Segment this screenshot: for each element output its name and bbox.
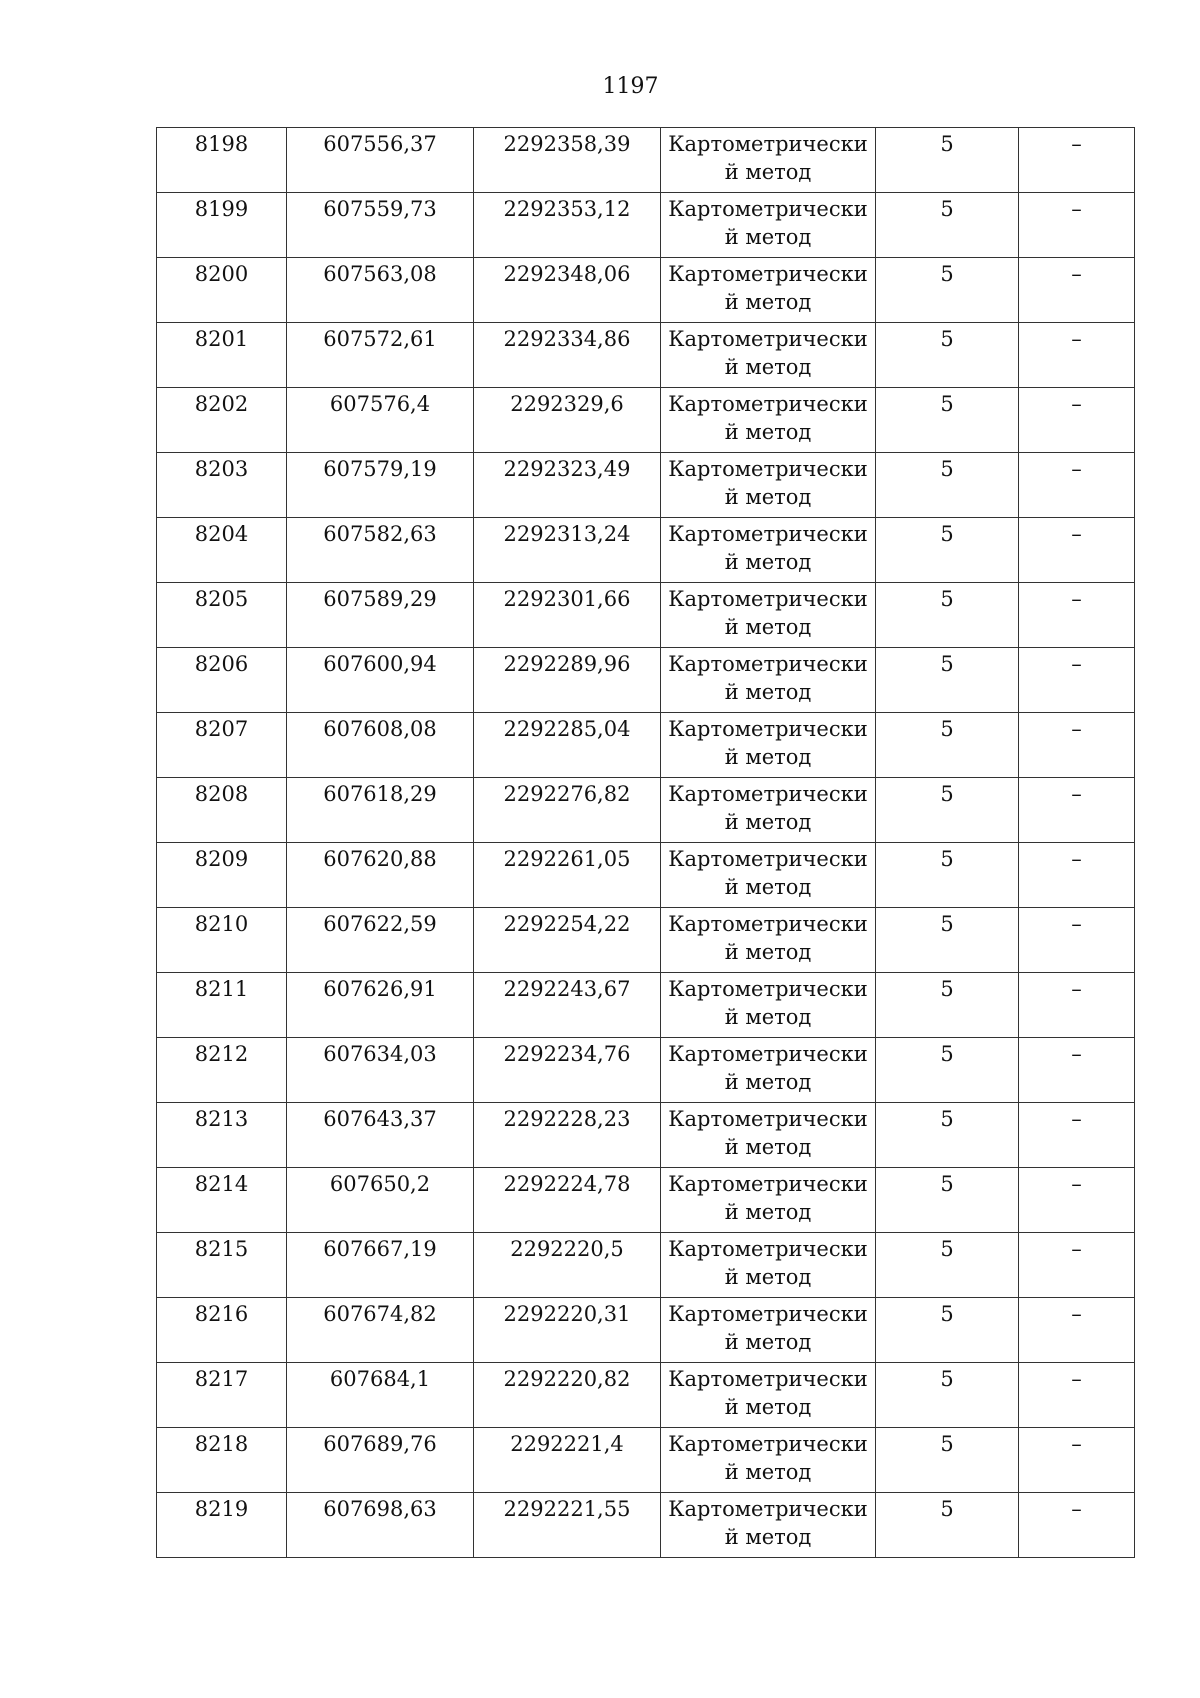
point-number-cell: 8219	[157, 1493, 287, 1558]
table-row	[157, 518, 1135, 583]
point-number-cell: 8204	[157, 518, 287, 583]
note-cell: –	[1019, 258, 1135, 323]
point-number-cell: 8213	[157, 1103, 287, 1168]
y-coordinate-cell: 2292220,5	[474, 1233, 661, 1298]
y-coordinate-cell: 2292353,12	[474, 193, 661, 258]
point-number-cell: 8211	[157, 973, 287, 1038]
coordinates-table-body	[157, 128, 1135, 1558]
note-cell: –	[1019, 453, 1135, 518]
note-cell: –	[1019, 1363, 1135, 1428]
method-cell: Картометрический метод	[661, 778, 876, 843]
method-cell: Картометрический метод	[661, 1038, 876, 1103]
point-number-cell: 8198	[157, 128, 287, 193]
accuracy-cell: 5	[876, 1168, 1019, 1233]
x-coordinate-cell: 607579,19	[287, 453, 474, 518]
accuracy-cell: 5	[876, 258, 1019, 323]
accuracy-cell: 5	[876, 648, 1019, 713]
note-cell: –	[1019, 648, 1135, 713]
y-coordinate-cell: 2292221,4	[474, 1428, 661, 1493]
table-row	[157, 1363, 1135, 1428]
note-cell: –	[1019, 1428, 1135, 1493]
table-row	[157, 713, 1135, 778]
table-row	[157, 128, 1135, 193]
method-cell: Картометрический метод	[661, 713, 876, 778]
x-coordinate-cell: 607667,19	[287, 1233, 474, 1298]
accuracy-cell: 5	[876, 713, 1019, 778]
x-coordinate-cell: 607618,29	[287, 778, 474, 843]
note-cell: –	[1019, 908, 1135, 973]
method-cell: Картометрический метод	[661, 453, 876, 518]
y-coordinate-cell: 2292220,82	[474, 1363, 661, 1428]
note-cell: –	[1019, 843, 1135, 908]
x-coordinate-cell: 607589,29	[287, 583, 474, 648]
method-cell: Картометрический метод	[661, 908, 876, 973]
x-coordinate-cell: 607650,2	[287, 1168, 474, 1233]
y-coordinate-cell: 2292329,6	[474, 388, 661, 453]
method-cell: Картометрический метод	[661, 1103, 876, 1168]
method-cell: Картометрический метод	[661, 518, 876, 583]
accuracy-cell: 5	[876, 453, 1019, 518]
note-cell: –	[1019, 1493, 1135, 1558]
point-number-cell: 8202	[157, 388, 287, 453]
method-cell: Картометрический метод	[661, 1493, 876, 1558]
table-row	[157, 1493, 1135, 1558]
x-coordinate-cell: 607563,08	[287, 258, 474, 323]
point-number-cell: 8199	[157, 193, 287, 258]
note-cell: –	[1019, 128, 1135, 193]
accuracy-cell: 5	[876, 1428, 1019, 1493]
x-coordinate-cell: 607698,63	[287, 1493, 474, 1558]
y-coordinate-cell: 2292358,39	[474, 128, 661, 193]
y-coordinate-cell: 2292224,78	[474, 1168, 661, 1233]
accuracy-cell: 5	[876, 1493, 1019, 1558]
note-cell: –	[1019, 388, 1135, 453]
accuracy-cell: 5	[876, 973, 1019, 1038]
note-cell: –	[1019, 713, 1135, 778]
table-row	[157, 1103, 1135, 1168]
table-row	[157, 193, 1135, 258]
method-cell: Картометрический метод	[661, 1363, 876, 1428]
table-row	[157, 843, 1135, 908]
table-row	[157, 583, 1135, 648]
y-coordinate-cell: 2292289,96	[474, 648, 661, 713]
note-cell: –	[1019, 518, 1135, 583]
point-number-cell: 8214	[157, 1168, 287, 1233]
y-coordinate-cell: 2292243,67	[474, 973, 661, 1038]
method-cell: Картометрический метод	[661, 973, 876, 1038]
x-coordinate-cell: 607582,63	[287, 518, 474, 583]
table-row	[157, 908, 1135, 973]
y-coordinate-cell: 2292220,31	[474, 1298, 661, 1363]
accuracy-cell: 5	[876, 583, 1019, 648]
y-coordinate-cell: 2292348,06	[474, 258, 661, 323]
x-coordinate-cell: 607674,82	[287, 1298, 474, 1363]
coordinates-table	[156, 127, 1135, 1558]
table-row	[157, 1428, 1135, 1493]
accuracy-cell: 5	[876, 1363, 1019, 1428]
accuracy-cell: 5	[876, 128, 1019, 193]
y-coordinate-cell: 2292334,86	[474, 323, 661, 388]
y-coordinate-cell: 2292301,66	[474, 583, 661, 648]
x-coordinate-cell: 607643,37	[287, 1103, 474, 1168]
table-row	[157, 388, 1135, 453]
method-cell: Картометрический метод	[661, 648, 876, 713]
point-number-cell: 8209	[157, 843, 287, 908]
table-row	[157, 648, 1135, 713]
x-coordinate-cell: 607556,37	[287, 128, 474, 193]
table-row	[157, 973, 1135, 1038]
table-row	[157, 778, 1135, 843]
point-number-cell: 8205	[157, 583, 287, 648]
point-number-cell: 8207	[157, 713, 287, 778]
x-coordinate-cell: 607600,94	[287, 648, 474, 713]
y-coordinate-cell: 2292228,23	[474, 1103, 661, 1168]
note-cell: –	[1019, 193, 1135, 258]
method-cell: Картометрический метод	[661, 1233, 876, 1298]
method-cell: Картометрический метод	[661, 843, 876, 908]
note-cell: –	[1019, 1233, 1135, 1298]
table-row	[157, 258, 1135, 323]
method-cell: Картометрический метод	[661, 193, 876, 258]
accuracy-cell: 5	[876, 843, 1019, 908]
x-coordinate-cell: 607620,88	[287, 843, 474, 908]
point-number-cell: 8216	[157, 1298, 287, 1363]
method-cell: Картометрический метод	[661, 583, 876, 648]
accuracy-cell: 5	[876, 193, 1019, 258]
x-coordinate-cell: 607572,61	[287, 323, 474, 388]
y-coordinate-cell: 2292261,05	[474, 843, 661, 908]
y-coordinate-cell: 2292323,49	[474, 453, 661, 518]
table-row	[157, 1038, 1135, 1103]
table-row	[157, 453, 1135, 518]
point-number-cell: 8208	[157, 778, 287, 843]
x-coordinate-cell: 607559,73	[287, 193, 474, 258]
accuracy-cell: 5	[876, 1298, 1019, 1363]
method-cell: Картометрический метод	[661, 1428, 876, 1493]
method-cell: Картометрический метод	[661, 388, 876, 453]
note-cell: –	[1019, 778, 1135, 843]
x-coordinate-cell: 607576,4	[287, 388, 474, 453]
accuracy-cell: 5	[876, 518, 1019, 583]
point-number-cell: 8210	[157, 908, 287, 973]
x-coordinate-cell: 607634,03	[287, 1038, 474, 1103]
point-number-cell: 8218	[157, 1428, 287, 1493]
y-coordinate-cell: 2292276,82	[474, 778, 661, 843]
point-number-cell: 8217	[157, 1363, 287, 1428]
method-cell: Картометрический метод	[661, 1298, 876, 1363]
note-cell: –	[1019, 323, 1135, 388]
y-coordinate-cell: 2292254,22	[474, 908, 661, 973]
point-number-cell: 8215	[157, 1233, 287, 1298]
x-coordinate-cell: 607684,1	[287, 1363, 474, 1428]
page-number: 1197	[602, 74, 659, 99]
y-coordinate-cell: 2292221,55	[474, 1493, 661, 1558]
point-number-cell: 8203	[157, 453, 287, 518]
x-coordinate-cell: 607689,76	[287, 1428, 474, 1493]
method-cell: Картометрический метод	[661, 1168, 876, 1233]
x-coordinate-cell: 607626,91	[287, 973, 474, 1038]
accuracy-cell: 5	[876, 778, 1019, 843]
method-cell: Картометрический метод	[661, 128, 876, 193]
note-cell: –	[1019, 1168, 1135, 1233]
method-cell: Картометрический метод	[661, 323, 876, 388]
point-number-cell: 8200	[157, 258, 287, 323]
accuracy-cell: 5	[876, 908, 1019, 973]
point-number-cell: 8212	[157, 1038, 287, 1103]
table-row	[157, 323, 1135, 388]
note-cell: –	[1019, 973, 1135, 1038]
table-row	[157, 1168, 1135, 1233]
y-coordinate-cell: 2292285,04	[474, 713, 661, 778]
note-cell: –	[1019, 583, 1135, 648]
accuracy-cell: 5	[876, 1038, 1019, 1103]
point-number-cell: 8201	[157, 323, 287, 388]
accuracy-cell: 5	[876, 323, 1019, 388]
table-row	[157, 1298, 1135, 1363]
accuracy-cell: 5	[876, 1103, 1019, 1168]
y-coordinate-cell: 2292234,76	[474, 1038, 661, 1103]
table-row	[157, 1233, 1135, 1298]
x-coordinate-cell: 607608,08	[287, 713, 474, 778]
accuracy-cell: 5	[876, 388, 1019, 453]
accuracy-cell: 5	[876, 1233, 1019, 1298]
y-coordinate-cell: 2292313,24	[474, 518, 661, 583]
x-coordinate-cell: 607622,59	[287, 908, 474, 973]
note-cell: –	[1019, 1103, 1135, 1168]
note-cell: –	[1019, 1298, 1135, 1363]
point-number-cell: 8206	[157, 648, 287, 713]
note-cell: –	[1019, 1038, 1135, 1103]
method-cell: Картометрический метод	[661, 258, 876, 323]
